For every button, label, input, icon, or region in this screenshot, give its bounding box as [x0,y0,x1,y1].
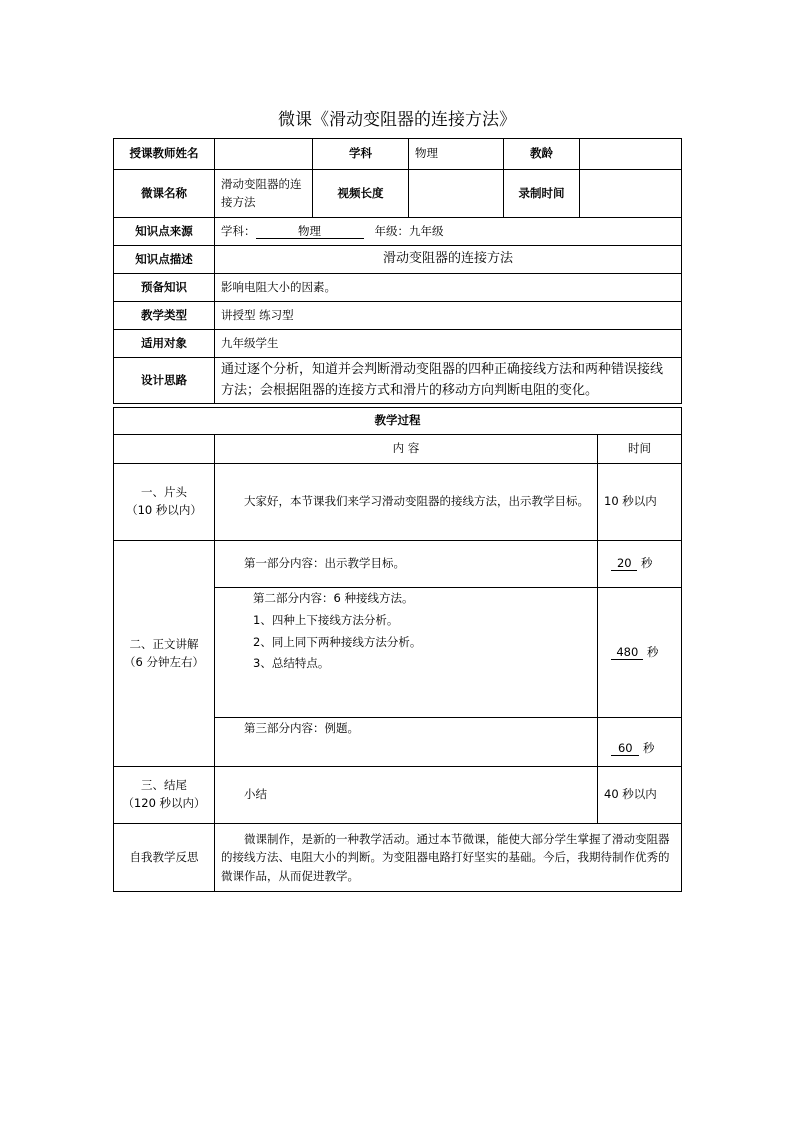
source-value [215,218,682,246]
desc-label: 知识点描述 [114,246,215,274]
body-part1-time-unit: 秒 [640,556,653,571]
body-part2-time-value: 480 [611,645,643,660]
desc-value: 滑动变阻器的连接方法 [215,246,682,274]
body-part2-content [215,588,598,718]
prereq-value: 影响电阻大小的因素。 [215,274,682,302]
age-label: 教龄 [504,139,580,170]
section-intro-limit: （10 秒以内） [126,503,202,517]
target-label: 适用对象 [114,330,215,358]
source-label: 知识点来源 [114,218,215,246]
section-ending-name: 三、结尾 [141,778,187,793]
section-ending-time: 40 秒以内 [598,767,682,824]
age-value [580,139,682,170]
design-value: 通过逐个分析，知道并会判断滑动变阻器的四种正确接线方法和两种错误接线方法；会根据阻器的连接方式和滑片的移动方向判断电阻的变化。 [215,358,682,404]
info-row-target [114,330,682,358]
teacher-label: 授课教师姓名 [114,139,215,170]
section-body-name-cell [114,541,215,767]
page-title: 微课《滑动变阻器的连接方法》 [278,110,516,130]
body-part2-title: 第二部分内容：6 种接线方法。 [253,591,414,605]
info-row-teacher [114,139,682,170]
source-subject-value: 物理 [256,224,364,239]
reflection-label: 自我教学反思 [114,824,215,892]
body-part1-content: 第一部分内容：出示教学目标。 [215,541,598,588]
subject-value: 物理 [409,139,504,170]
course-name-label: 微课名称 [114,170,215,218]
process-header: 教学过程 [114,408,682,435]
teacher-value [215,139,313,170]
reflection-row [114,824,682,892]
body-part2-item-2: 2、同上同下两种接线方法分析。 [253,634,422,649]
section-ending-content: 小结 [215,767,598,824]
target-value: 九年级学生 [215,330,682,358]
body-part3-time-cell [598,718,682,767]
body-part3-time-value: 60 [611,741,639,756]
body-part2-time-unit: 秒 [646,644,659,659]
section-body-limit: （6 分钟左右） [124,654,204,669]
body-part3-content: 第三部分内容：例题。 [215,718,598,767]
content-col-header: 内 容 [215,435,598,464]
body-part2-time-cell [598,588,682,718]
video-length-label: 视频长度 [313,170,409,218]
section-intro-content: 大家好，本节课我们来学习滑动变阻器的接线方法，出示教学目标。 [215,464,598,541]
info-table [113,138,682,404]
course-name-value: 滑动变阻器的连接方法 [215,170,313,218]
process-table [113,407,682,892]
body-part2-item-1: 1、四种上下接线方法分析。 [253,612,399,627]
type-label: 教学类型 [114,302,215,330]
body-part3-time-unit: 秒 [642,741,655,756]
info-row-desc [114,246,682,274]
section-intro-time: 10 秒以内 [598,464,682,541]
info-row-design [114,358,682,404]
process-column-row [114,435,682,464]
process-header-row [114,408,682,435]
video-length-value [409,170,504,218]
section-row-intro [114,464,682,541]
info-row-source [114,218,682,246]
section-row-ending [114,767,682,824]
section-ending-name-cell [114,767,215,824]
section-intro-name: 一、片头 [141,485,187,500]
info-row-type [114,302,682,330]
reflection-value: 微课制作，是新的一种教学活动。通过本节微课，能使大部分学生掌握了滑动变阻器的接线方法、电阻大小的判断。为变阻器电路打好坚实的基础。今后，我期待制作优秀的微课作品，从而促进教学。 [215,824,682,892]
prereq-label: 预备知识 [114,274,215,302]
record-time-value [580,170,682,218]
source-subject-prefix: 学科： [221,223,256,238]
design-label: 设计思路 [114,358,215,404]
type-value: 讲授型 练习型 [215,302,682,330]
section-row-body-part1 [114,541,682,588]
body-part1-time-value: 20 [611,556,637,571]
body-part1-time-cell [598,541,682,588]
body-part2-item-3: 3、总结特点。 [253,656,330,671]
record-time-label: 录制时间 [504,170,580,218]
subject-label: 学科 [313,139,409,170]
source-grade: 年级：九年级 [374,223,444,238]
section-body-name: 二、正文讲解 [129,636,199,651]
info-row-prereq [114,274,682,302]
time-col-header: 时间 [598,435,682,464]
info-row-course [114,170,682,218]
section-intro-name-cell [114,464,215,541]
process-col-empty [114,435,215,464]
section-ending-limit: （120 秒以内） [122,796,206,810]
